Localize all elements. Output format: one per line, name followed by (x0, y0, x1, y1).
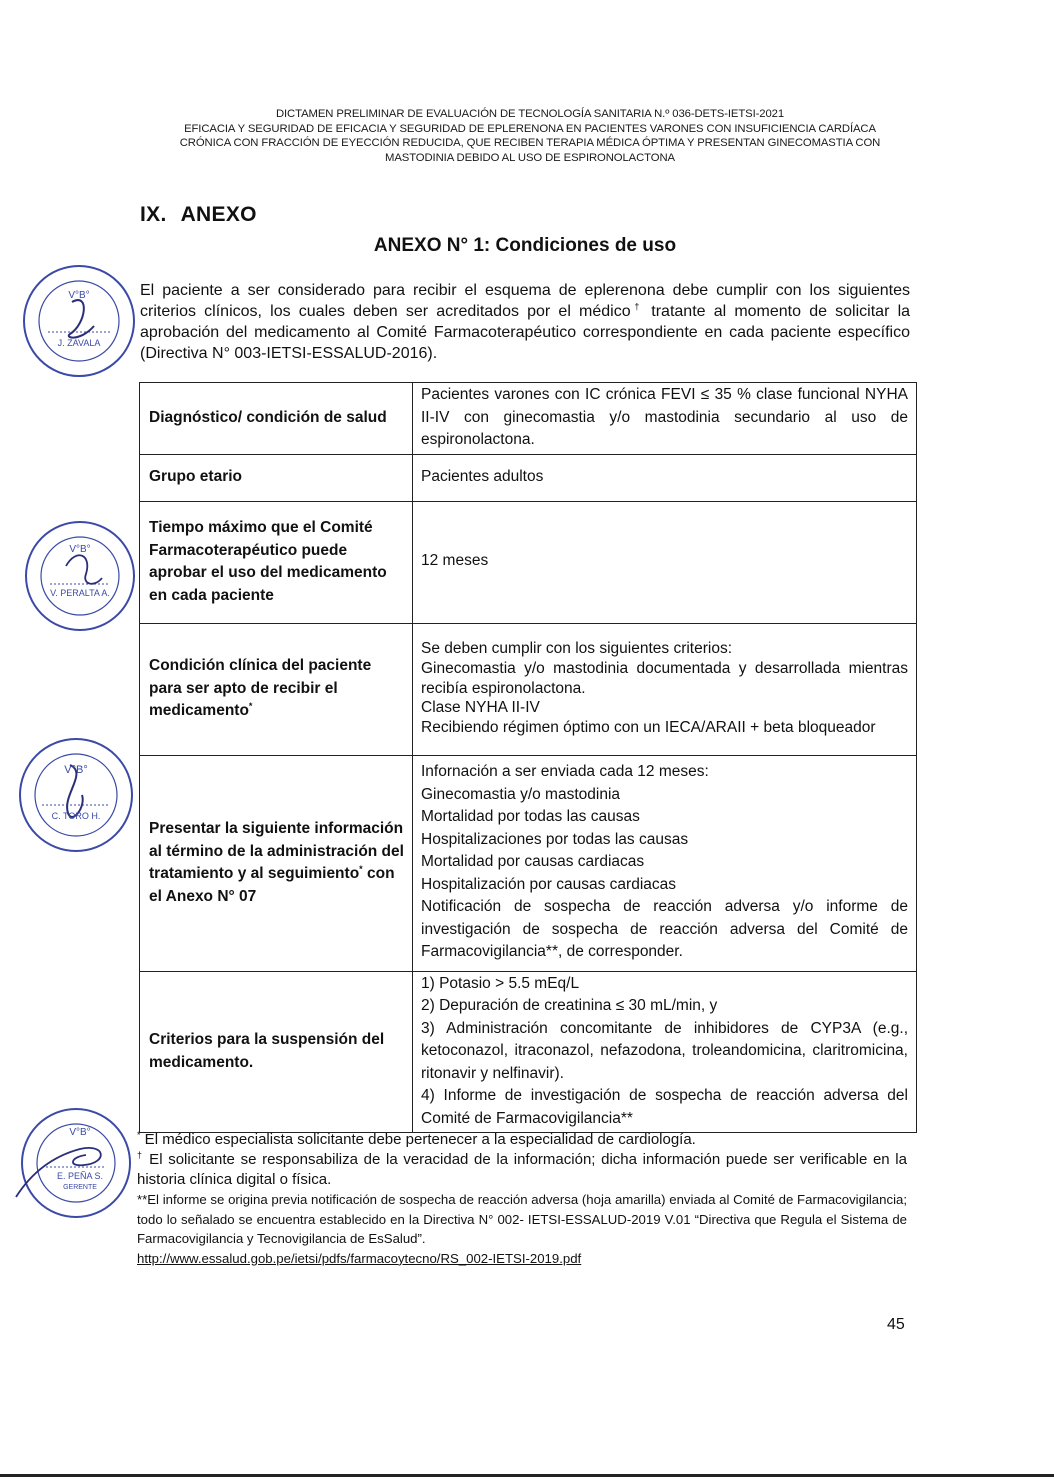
row-value: Pacientes varones con IC crónica FEVI ≤ 35 % clase funcional NYHA II-IV con ginecomastia y/o mastodinia secundario al uso de espironolactona. (413, 383, 917, 455)
stamp-name: C. TORO H. (51, 811, 101, 821)
row-label: Criterios para la suspensión del medicamento. (140, 971, 413, 1133)
stamp-seal-icon (20, 262, 138, 380)
list-item: Notificación de sospecha de reacción adversa y/o informe de investigación de sospecha de reacción adversa del Comité de Farmacovigilancia**, de corresponder. (421, 898, 908, 961)
intro-text: tratante al momento de solicitar la aprobación del medicamento al Comité Farmacoterapéutico correspondiente en cada paciente específico (Directiva N° 003-IETSI-ESSALUD-2016). (140, 303, 911, 362)
table-row (140, 454, 917, 501)
stamp-vb: V°B° (69, 1127, 91, 1138)
stamp-seal-icon (16, 735, 136, 855)
table-row (140, 383, 917, 455)
approval-stamp (16, 735, 136, 855)
table-row (140, 971, 917, 1133)
row-value (413, 755, 917, 971)
table-row (140, 501, 917, 623)
footnote (137, 1130, 907, 1150)
list-item: Hospitalizaciones por todas las causas (421, 830, 689, 848)
list-item: 4) Informe de investigación de sospecha de reacción adversa del Comité de Farmacovigilancia** (421, 1087, 908, 1127)
directive-link[interactable]: http://www.essalud.gob.pe/ietsi/pdfs/farmacoytecno/RS_002-IETSI-2019.pdf (137, 1250, 582, 1266)
asterisk-mark: * (359, 863, 363, 874)
list-item: Mortalidad por todas las causas (421, 808, 640, 826)
list-item: Infornación a ser enviada cada 12 meses: (421, 763, 709, 781)
stamp-name: V. PERALTA A. (50, 588, 110, 598)
stamp-role: GERENTE (63, 1184, 97, 1191)
list-item: 3) Administración concomitante de inhibidores de CYP3A (e.g., ketoconazol, itraconazol, nefazodona, troleandomicina, claritromicina, ritonavir y nelfinavir). (421, 1019, 908, 1082)
row-label-text: con el Anexo N° 07 (149, 865, 395, 905)
row-value: 12 meses (413, 501, 917, 623)
approval-stamp (22, 518, 138, 634)
list-item: Recibiendo régimen óptimo con un IECA/ARAII + beta bloqueador (421, 719, 876, 737)
row-label-text: Condición clínica del paciente para ser apto de recibir el medicamento (149, 657, 372, 720)
list-item: Hospitalización por causas cardiacas (421, 875, 677, 893)
stamp-vb: V°B° (68, 290, 90, 301)
approval-stamp (20, 262, 138, 380)
stamp-vb: V°B° (69, 544, 91, 555)
header-line: MASTODINIA DEBIDO AL USO DE ESPIRONOLACTONA (385, 151, 675, 164)
footnotes (137, 1130, 907, 1268)
row-value: Pacientes adultos (413, 454, 917, 501)
asterisk-mark: * (248, 701, 253, 712)
intro-paragraph (140, 280, 910, 364)
list-item: 1) Potasio > 5.5 mEq/L (421, 974, 580, 992)
asterisk-mark: * (137, 1130, 141, 1140)
header-line: DICTAMEN PRELIMINAR DE EVALUACIÓN DE TECNOLOGÍA SANITARIA N.º 036-DETS-IETSI-2021 (275, 108, 785, 120)
stamp-name: J. ZAVALA (57, 338, 101, 348)
list-item: Mortalidad por causas cardiacas (421, 853, 645, 871)
approval-stamp (10, 1105, 134, 1223)
section-title (140, 203, 257, 227)
header-line: CRÓNICA CON FRACCIÓN DE EYECCIÓN REDUCIDA, QUE RECIBEN TERAPIA MÉDICA ÓPTIMA Y PRESENTAN GINECOMASTIA CON (179, 137, 881, 149)
stamp-name: E. PEÑA S. (56, 1171, 104, 1181)
list-item: Ginecomastia y/o mastodinia documentada y desarrollada mientras recibía espironolactona. (421, 659, 908, 697)
page-number: 45 (887, 1316, 905, 1333)
stamp-seal-icon (22, 518, 138, 634)
footnote-text: **El informe se origina previa notificación de sospecha de reacción adversa (hoja amarilla) enviada al Comité de Farmacovigilancia; todo lo señalado se encuentra establecido en la Directiva N° 002- IETSI-ESSALUD-2019 V.01 “Directiva que Regula el Sistema de Farmacovigilancia y Tecnovigilancia de EsSalud”. (137, 1192, 907, 1246)
list-item: Se deben cumplir con los siguientes criterios: (421, 640, 733, 657)
intro-text: El paciente a ser considerado para recibir el esquema de eplerenona debe cumplir con los siguientes criterios clínicos, los cuales deben ser acreditados por el médico (140, 282, 910, 320)
dagger-mark: † (630, 301, 644, 312)
row-value (413, 623, 917, 755)
bottom-rule (0, 1474, 1054, 1477)
row-label: Tiempo máximo que el Comité Farmacoterapéutico puede aprobar el uso del medicamento en cada paciente (140, 501, 413, 623)
row-label (140, 623, 413, 755)
list-item: 2) Depuración de creatinina ≤ 30 mL/min, y (421, 997, 718, 1014)
footnote (137, 1150, 907, 1190)
footnote-text: El médico especialista solicitante debe pertenecer a la especialidad de cardiología. (140, 1131, 696, 1148)
section-number: IX. (140, 203, 167, 226)
footnote-text: El solicitante se responsabiliza de la veracidad de la información; dicha información puede ser verificable en la historia clínica digital o física. (137, 1151, 907, 1188)
row-label (140, 755, 413, 971)
stamp-seal-icon (10, 1105, 134, 1223)
dagger-mark: † (137, 1150, 144, 1160)
stamp-vb: V°B° (64, 764, 88, 776)
table-row (140, 755, 917, 971)
annex-title: ANEXO N° 1: Condiciones de uso (373, 235, 677, 256)
header-line: EFICACIA Y SEGURIDAD DE EFICACIA Y SEGURIDAD DE EPLERENONA EN PACIENTES VARONES CON INSUFICIENCIA CARDÍACA (184, 122, 876, 135)
document-header (150, 107, 910, 165)
list-item: Ginecomastia y/o mastodinia (421, 785, 621, 803)
row-value (413, 971, 917, 1133)
section-name: ANEXO (180, 203, 257, 226)
row-label: Grupo etario (140, 454, 413, 501)
table-row (140, 623, 917, 755)
list-item: Clase NYHA II-IV (421, 699, 540, 717)
footnote (137, 1190, 907, 1268)
conditions-table (139, 382, 917, 1133)
row-label-text: Presentar la siguiente información al término de la administración del tratamiento y al seguimiento (149, 820, 404, 882)
row-label: Diagnóstico/ condición de salud (140, 383, 413, 455)
